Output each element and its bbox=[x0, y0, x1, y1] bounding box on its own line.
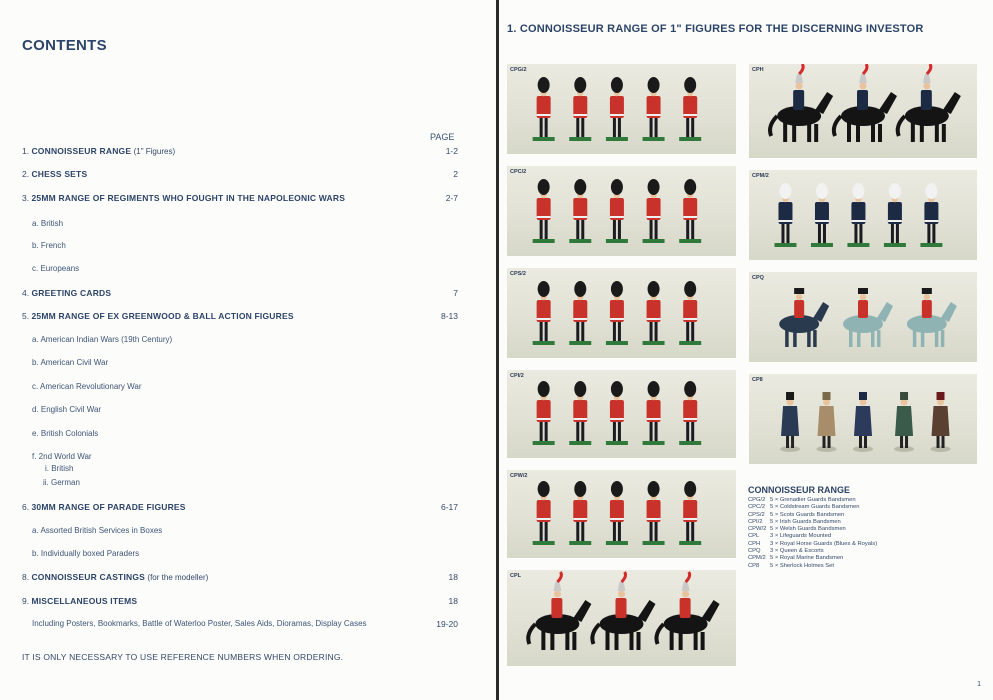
legend-row: CPW/2 5 × Welsh Guards Bandsmen bbox=[748, 526, 846, 533]
photo-label: CPM/2 bbox=[752, 173, 769, 179]
figure bbox=[894, 392, 914, 452]
entry-number: 2. bbox=[22, 169, 30, 179]
figure bbox=[774, 183, 796, 247]
mounted-figure bbox=[528, 572, 591, 650]
page-column-header: PAGE bbox=[430, 132, 455, 142]
entry-title: 25MM RANGE OF REGIMENTS WHO FOUGHT IN THE NAPOLEONIC WARS bbox=[31, 193, 346, 203]
figure bbox=[606, 77, 628, 141]
figure bbox=[533, 77, 555, 141]
photo-cph[interactable] bbox=[749, 64, 977, 158]
photo-cpm2[interactable] bbox=[749, 170, 977, 260]
legend-row: CPC/2 5 × Coldstream Guards Bandsmen bbox=[748, 504, 860, 511]
toc-entry-5[interactable] bbox=[22, 311, 294, 321]
misc-detail: Including Posters, Bookmarks, Battle of Waterloo Poster, Sales Aids, Dioramas, Display Cases bbox=[32, 619, 367, 628]
entry-page-9: 18 bbox=[448, 596, 458, 606]
contents-title: CONTENTS bbox=[22, 37, 107, 54]
photo-label: CPW/2 bbox=[510, 473, 528, 479]
toc-entry-4[interactable] bbox=[22, 288, 111, 298]
figure bbox=[569, 281, 591, 345]
photo-label: CPC/2 bbox=[510, 169, 527, 175]
photo-cpg2[interactable] bbox=[507, 64, 736, 154]
figure bbox=[606, 381, 628, 445]
toc-entry-2[interactable] bbox=[22, 169, 87, 179]
figures-image bbox=[749, 374, 977, 464]
photo-label: CP8 bbox=[752, 377, 763, 383]
mounted-figure bbox=[834, 64, 897, 142]
entry-title: CONNOISSEUR RANGE bbox=[31, 146, 132, 156]
entry-note: (1" Figures) bbox=[133, 147, 176, 156]
legend-row: CPI/2 5 × Irish Guards Bandsmen bbox=[748, 518, 841, 525]
figures-image bbox=[507, 470, 736, 558]
sub-item[interactable]: c. American Revolutionary War bbox=[32, 382, 142, 391]
figures-image bbox=[749, 170, 977, 260]
legend-row: CPS/2 5 × Scots Guards Bandsmen bbox=[748, 511, 845, 518]
entry-title: CHESS SETS bbox=[31, 169, 88, 179]
entry-page-8: 18 bbox=[448, 572, 458, 582]
entry-note: (for the modeller) bbox=[147, 573, 209, 582]
figure bbox=[606, 179, 628, 243]
figure bbox=[643, 481, 665, 545]
figure bbox=[533, 281, 555, 345]
legend-row: CPL 3 × Lifeguards Mounted bbox=[748, 533, 832, 540]
toc-entry-1[interactable] bbox=[22, 146, 175, 156]
legend-list bbox=[748, 497, 877, 570]
mounted-figure bbox=[770, 64, 833, 142]
legend-row: CPH 3 × Royal Horse Guards (Blues & Royals) bbox=[748, 540, 878, 547]
mounted-figure bbox=[779, 288, 829, 347]
sub-item[interactable]: e. British Colonials bbox=[32, 429, 99, 438]
photo-label: CPI/2 bbox=[510, 373, 524, 379]
legend-row: CP8 5 × Sherlock Holmes Set bbox=[748, 562, 834, 569]
figure bbox=[606, 481, 628, 545]
figures-image bbox=[749, 64, 977, 158]
photo-cpc2[interactable] bbox=[507, 166, 736, 256]
mounted-figure bbox=[656, 572, 719, 650]
figure bbox=[569, 179, 591, 243]
entry-page-1: 1-2 bbox=[445, 146, 458, 156]
page-number: 1 bbox=[977, 681, 981, 688]
figure bbox=[569, 481, 591, 545]
entry-title: GREETING CARDS bbox=[31, 288, 112, 298]
sub-item[interactable]: d. English Civil War bbox=[32, 405, 102, 414]
figure bbox=[533, 381, 555, 445]
figure bbox=[817, 392, 837, 452]
legend-row: CPQ 3 × Queen & Escorts bbox=[748, 548, 824, 555]
figure bbox=[679, 179, 701, 243]
entry-page-6: 6-17 bbox=[440, 502, 458, 512]
entry-title: CONNOISSEUR CASTINGS bbox=[31, 572, 146, 582]
photo-cpi2[interactable] bbox=[507, 370, 736, 458]
figure bbox=[569, 381, 591, 445]
photo-label: CPQ bbox=[752, 275, 764, 281]
mounted-figure bbox=[907, 288, 957, 347]
figure bbox=[533, 179, 555, 243]
entry-number: 6. bbox=[22, 502, 30, 512]
entry-page-3: 2-7 bbox=[445, 193, 458, 203]
photo-cpl[interactable] bbox=[507, 570, 736, 666]
photo-label: CPS/2 bbox=[510, 271, 526, 277]
sub-sub-item[interactable]: i. British bbox=[45, 464, 74, 473]
misc-page: 19-20 bbox=[436, 619, 458, 629]
toc-entry-3[interactable] bbox=[22, 193, 345, 203]
figure bbox=[533, 481, 555, 545]
legend-row: CPG/2 5 × Grenadier Guards Bandsmen bbox=[748, 497, 856, 503]
photo-cpq[interactable] bbox=[749, 272, 977, 362]
entry-page-5: 8-13 bbox=[440, 311, 458, 321]
catalogue-page bbox=[499, 0, 993, 700]
entry-title: 30MM RANGE OF PARADE FIGURES bbox=[31, 502, 186, 512]
figure bbox=[931, 392, 951, 452]
figure bbox=[679, 281, 701, 345]
figure bbox=[569, 77, 591, 141]
mounted-figure bbox=[592, 572, 655, 650]
entry-title: MISCELLANEOUS ITEMS bbox=[31, 596, 138, 606]
figures-image bbox=[749, 272, 977, 362]
figures-image bbox=[507, 570, 736, 666]
photo-cpw2[interactable] bbox=[507, 470, 736, 558]
sub-item[interactable]: b. French bbox=[32, 241, 66, 250]
sub-sub-item[interactable]: ii. German bbox=[43, 478, 80, 487]
toc-entry-6[interactable] bbox=[22, 502, 186, 512]
entry-page-2: 2 bbox=[453, 169, 458, 179]
figure bbox=[643, 281, 665, 345]
figures-image bbox=[507, 64, 736, 154]
toc-entry-9[interactable] bbox=[22, 596, 137, 606]
figure bbox=[884, 183, 906, 247]
figure bbox=[679, 481, 701, 545]
entry-number: 9. bbox=[22, 596, 30, 606]
entry-number: 1. bbox=[22, 146, 30, 156]
sub-item[interactable]: a. American Indian Wars (19th Century) bbox=[32, 335, 173, 344]
figure bbox=[606, 281, 628, 345]
sub-item[interactable]: a. Assorted British Services in Boxes bbox=[32, 526, 163, 535]
mounted-figure bbox=[843, 288, 893, 347]
entry-number: 4. bbox=[22, 288, 30, 298]
photo-label: CPH bbox=[752, 67, 764, 73]
legend-row: CPM/2 5 × Royal Marine Bandsmen bbox=[748, 555, 844, 562]
mounted-figure bbox=[898, 64, 961, 142]
figure bbox=[643, 77, 665, 141]
photo-cps2[interactable] bbox=[507, 268, 736, 358]
sub-item[interactable]: b. Individually boxed Paraders bbox=[32, 549, 140, 558]
entry-number: 3. bbox=[22, 193, 30, 203]
figure bbox=[643, 381, 665, 445]
toc-entry-8[interactable] bbox=[22, 572, 208, 582]
entry-title: 25MM RANGE OF EX GREENWOOD & BALL ACTION FIGURES bbox=[31, 311, 294, 321]
entry-number: 8. bbox=[22, 572, 30, 582]
figure bbox=[847, 183, 869, 247]
figures-image bbox=[507, 166, 736, 256]
entry-page-4: 7 bbox=[453, 288, 458, 298]
photo-label: CPL bbox=[510, 573, 521, 579]
contents-page bbox=[0, 0, 496, 700]
sub-item[interactable]: f. 2nd World War bbox=[32, 452, 92, 461]
entry-number: 5. bbox=[22, 311, 30, 321]
photo-cp8[interactable] bbox=[749, 374, 977, 464]
sub-item[interactable]: b. American Civil War bbox=[32, 358, 109, 367]
figure bbox=[811, 183, 833, 247]
figure bbox=[679, 77, 701, 141]
legend-title: CONNOISSEUR RANGE bbox=[748, 485, 851, 495]
section-title: 1. CONNOISSEUR RANGE OF 1" FIGURES FOR THE DISCERNING INVESTOR bbox=[507, 23, 924, 35]
figure bbox=[853, 392, 873, 452]
ordering-note: IT IS ONLY NECESSARY TO USE REFERENCE NUMBERS WHEN ORDERING. bbox=[22, 652, 344, 662]
figures-image bbox=[507, 370, 736, 458]
sub-item[interactable]: c. Europeans bbox=[32, 264, 80, 273]
photo-label: CPG/2 bbox=[510, 67, 527, 73]
figure bbox=[780, 392, 800, 452]
figure bbox=[643, 179, 665, 243]
figure bbox=[920, 183, 942, 247]
figure bbox=[679, 381, 701, 445]
figures-image bbox=[507, 268, 736, 358]
sub-item[interactable]: a. British bbox=[32, 219, 64, 228]
